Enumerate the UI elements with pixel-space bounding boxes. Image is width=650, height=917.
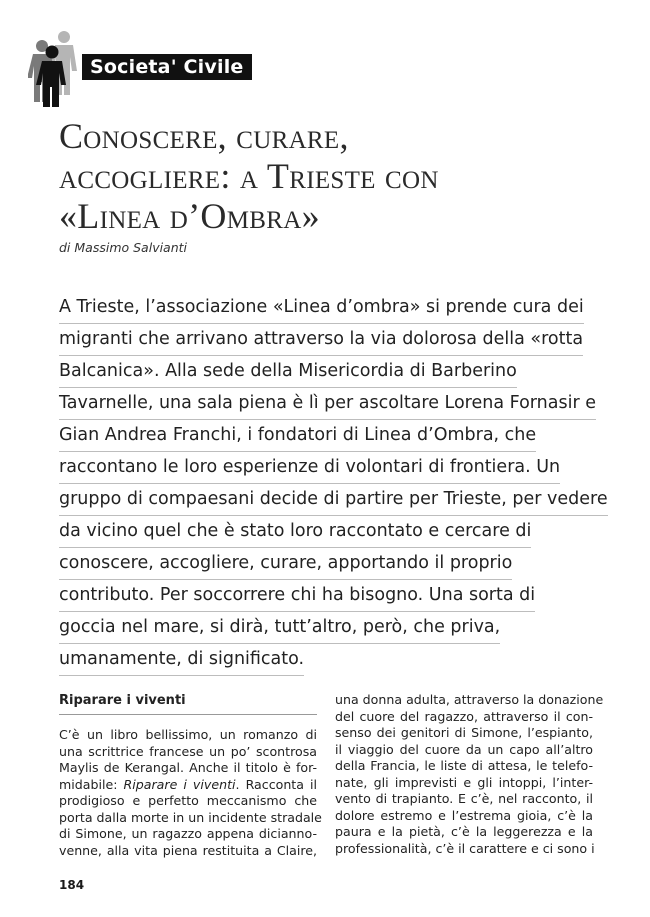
page-number: 184: [59, 878, 85, 892]
body-line: il viaggio del cuore da un capo all’altro: [335, 741, 593, 757]
body-line: paura e la pietà, c’è la leggerezza e la: [335, 824, 593, 839]
body-line: venne, alla vita piena restituita a Claire,: [59, 842, 317, 858]
section-label: Societa' Civile: [82, 54, 252, 80]
body-line: vento di trapianto. E c’è, nel racconto, il: [335, 791, 593, 806]
body-line: una donna adulta, attraverso la donazione: [335, 692, 604, 707]
article-lead: [59, 292, 619, 676]
body-line: C’è un libro bellissimo, un romanzo di: [59, 727, 317, 742]
body-line: porta dalla morte in un incidente stradale: [59, 809, 322, 825]
body-line: prodigioso e perfetto meccanismo che: [59, 793, 317, 808]
body-line: senso dei genitori di Simone, l’espianto,: [335, 725, 593, 740]
lead-line: Tavarnelle, una sala piena è lì per ascoltare Lorena Fornasir e: [59, 388, 596, 420]
body-column-left: [59, 692, 322, 859]
lead-line: conoscere, accogliere, curare, apportando il proprio: [59, 548, 512, 580]
body-line: professionalità, c’è il carattere e ci sono i: [335, 840, 595, 856]
body-line: del cuore del ragazzo, attraverso il con-: [335, 708, 593, 724]
lead-line: goccia nel mare, si dirà, tutt’altro, però, che priva,: [59, 612, 500, 644]
body-line: dolore estremo e l’estrema gioia, c’è la: [335, 807, 593, 823]
article-title: [59, 116, 629, 236]
lead-line: contributo. Per soccorrere chi ha bisogno. Una sorta di: [59, 580, 535, 612]
body-text: midabile:: [59, 776, 124, 792]
title-line: accogliere: a Trieste con: [59, 156, 439, 196]
lead-line: migranti che arrivano attraverso la via dolorosa della «rotta: [59, 324, 583, 356]
title-line: «Linea d’Ombra»: [59, 196, 320, 236]
lead-line: umanamente, di significato.: [59, 644, 304, 676]
lead-line: Balcanica». Alla sede della Misericordia di Barberino: [59, 356, 517, 388]
body-column-right: [335, 692, 604, 857]
title-line: Conoscere, curare,: [59, 116, 349, 156]
section-subheading: Riparare i viventi: [59, 692, 317, 715]
body-line: della Francia, le liste di attesa, le telefo-: [335, 758, 593, 773]
people-silhouettes-icon: [28, 28, 88, 108]
article-author: di Massimo Salvianti: [59, 240, 188, 255]
lead-line: Gian Andrea Franchi, i fondatori di Linea d’Ombra, che: [59, 420, 536, 452]
body-text: . Racconta il: [235, 776, 318, 792]
lead-line: gruppo di compaesani decide di partire per Trieste, per vedere: [59, 484, 608, 516]
lead-line: A Trieste, l’associazione «Linea d’ombra» si prende cura dei: [59, 292, 584, 324]
lead-line: da vicino quel che è stato loro raccontato e cercare di: [59, 516, 531, 548]
book-title: Riparare i viventi: [123, 776, 236, 792]
body-line: [59, 777, 317, 794]
body-line: Maylis de Kerangal. Anche il titolo è for-: [59, 760, 317, 775]
body-line: di Simone, un ragazzo appena dicianno-: [59, 826, 317, 841]
body-line: nate, gli imprevisti e gli intoppi, l’inter-: [335, 774, 593, 790]
body-line: una scrittrice francese un po’ scontrosa: [59, 743, 317, 759]
lead-line: raccontano le loro esperienze di volontari di frontiera. Un: [59, 452, 560, 484]
